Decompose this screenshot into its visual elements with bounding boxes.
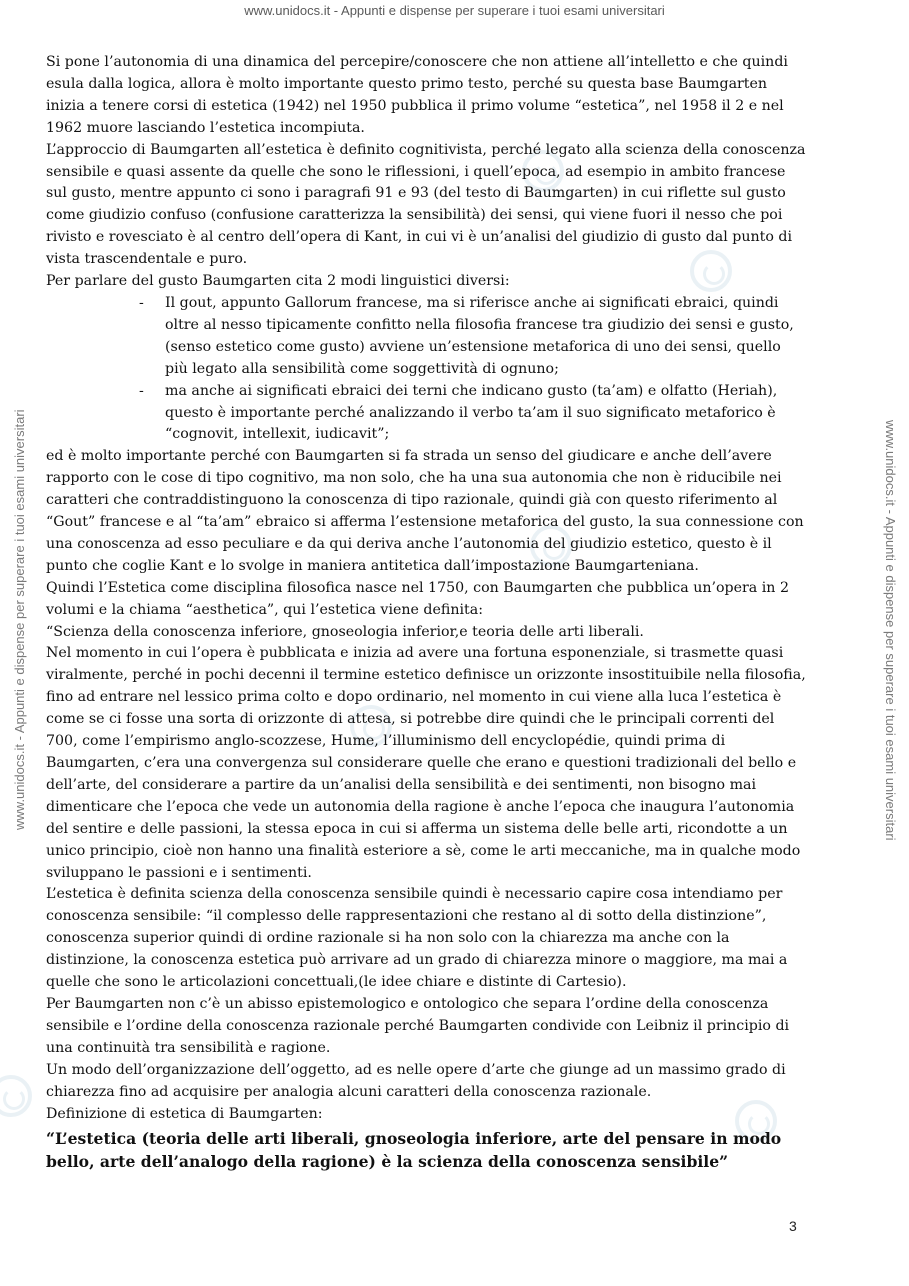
paragraph: “Scienza della conoscenza inferiore, gnoseologia inferior,e teoria delle arti liberali. (46, 623, 644, 640)
page-number: 3 (789, 1218, 797, 1234)
paragraph: Si pone l’autonomia di una dinamica del percepire/conoscere che non attiene all’intelletto e che quindi esula dalla logica, allora è molto importante questo primo testo, perché su questa base Baumgarten inizia a tenere corsi di estetica (1942) nel 1950 pubblica il primo volume “estetica”, nel 1958 il 2 e nel 1962 muore lasciando l’estetica incompiuta. (46, 54, 788, 136)
paragraph: Per Baumgarten non c’è un abisso epistemologico e ontologico che separa l’ordine della conoscenza sensibile e l’ordine della conoscenza razionale perché Baumgarten condivide con Leibniz il principio di una continuità tra sensibilità e ragione. (46, 995, 790, 1056)
list-item: - ma anche ai significati ebraici dei terni che indicano gusto (ta’am) e olfatto (Heriah), questo è importante perché analizzando il verbo ta’am il suo significato metaforico è “cognovit, intellexit, iudicavit”; (46, 381, 806, 447)
paragraph: L’approccio di Baumgarten all’estetica è definito cognitivista, perché legato alla scienza della conoscenza sensibile e quasi assente da quelle che sono le riflessioni, i quell’epoca, ad esempio in ambito francese sul gusto, mentre appunto ci sono i paragrafi 91 e 93 (del testo di Baumgarten) in cui riflette sul gusto come giudizio confuso (confusione caratterizza la sensibilità) dei sensi, qui viene fuori il nesso che poi rivisto e rovesciato è al centro dell’opera di Kant, in cui vi è un’analisi del giudizio di gusto dal punto di vista trascendentale e puro. (46, 141, 806, 268)
paragraph: Un modo dell’organizzazione dell’oggetto, ad es nelle opere d’arte che giunge ad un massimo grado di chiarezza fino ad acquisire per analogia alcuni caratteri della conoscenza razionale. (46, 1061, 786, 1100)
bullet-list (46, 293, 806, 446)
paragraph: L’estetica è definita scienza della conoscenza sensibile quindi è necessario capire cosa intendiamo per conoscenza sensibile: “il complesso delle rappresentazioni che restano al di sotto della distinzione”, conoscenza superior quindi di ordine razionale si ha non solo con la chiarezza ma anche con la distinzione, la conoscenza estetica può arrivare ad un grado di chiarezza minore o maggiore, ma mai a quelle che sono le articolazioni concettuali,(le idee chiare e distinte di Cartesio). (46, 886, 788, 991)
paragraph: Definizione di estetica di Baumgarten: (46, 1105, 323, 1122)
paragraph: Quindi l’Estetica come disciplina filosofica nasce nel 1750, con Baumgarten che pubblica un’opera in 2 volumi e la chiama “aesthetica”, qui l’estetica viene definita: (46, 579, 789, 618)
list-item: - Il gout, appunto Gallorum francese, ma si riferisce anche ai significati ebraici, quindi oltre al nesso tipicamente confitto nella filosofia francese tra giudizio dei sensi e gusto, (senso estetico come gusto) avviene un’estensione metaforica di uno dei sensi, quello più legato alla sensibilità come soggettività di ognuno; (46, 293, 806, 381)
watermark-right: www.unidocs.it - Appunti e dispense per superare i tuoi esami universitari (883, 420, 898, 841)
watermark-top: www.unidocs.it - Appunti e dispense per superare i tuoi esami universitari (244, 3, 665, 18)
document-body (46, 52, 806, 1173)
paragraph: ed è molto importante perché con Baumgarten si fa strada un senso del giudicare e anche dell’avere rapporto con le cose di tipo cognitivo, ma non solo, che ha una sua autonomia che non è riducibile nei caratteri che contraddistinguono la conoscenza di tipo razionale, quindi già con questo riferimento al “Gout” francese e al “ta’am” ebraico si afferma l’estensione metaforica del gusto, la sua connessione con una conoscenza ad esso peculiare e da qui deriva anche l’autonomia del giudizio estetico, questo è il punto che coglie Kant e lo svolge in maniera antitetica dall’impostazione Baumgarteniana. (46, 448, 804, 574)
watermark-left: www.unidocs.it - Appunti e dispense per superare i tuoi esami universitari (12, 409, 27, 830)
definition-quote: “L’estetica (teoria delle arti liberali, gnoseologia inferiore, arte del pensare in modo bello, arte dell’analogo della ragione) è la scienza della conoscenza sensibile” (46, 1129, 782, 1172)
paragraph: Nel momento in cui l’opera è pubblicata e inizia ad avere una fortuna esponenziale, si trasmette quasi viralmente, perché in pochi decenni il termine estetico definisce un orizzonte insostituibile nella filosofia, fino ad entrare nel lessico prima colto e dopo ordinario, nel momento in cui viene alla luca l’estetica è come se ci fosse una sorta di orizzonte di attesa, si potrebbe dire quindi che le principali correnti del 700, come l’empirismo anglo-scozzese, Hume, l’illuminismo dell encyclopédie, quindi prima di Baumgarten, c’era una convergenza sul considerare quelle che erano e questioni tradizionali del bello e dell’arte, del considerare a partire da un’analisi della sensibilità e dei sentimenti, non bisogno mai dimenticare che l’epoca che vede un autonomia della ragione è anche l’epoca che inaugura l’autonomia del sentire e delle passioni, la stessa epoca in cui si afferma un sistema delle belle arti, ricondotte a un unico principio, cioè non hanno una finalità esteriore a sè, come le arti meccaniche, ma in qualche modo sviluppano le passioni e i sentimenti. (46, 645, 806, 881)
watermark-logo-icon (0, 1075, 32, 1117)
paragraph: Per parlare del gusto Baumgarten cita 2 modi linguistici diversi: (46, 273, 510, 290)
